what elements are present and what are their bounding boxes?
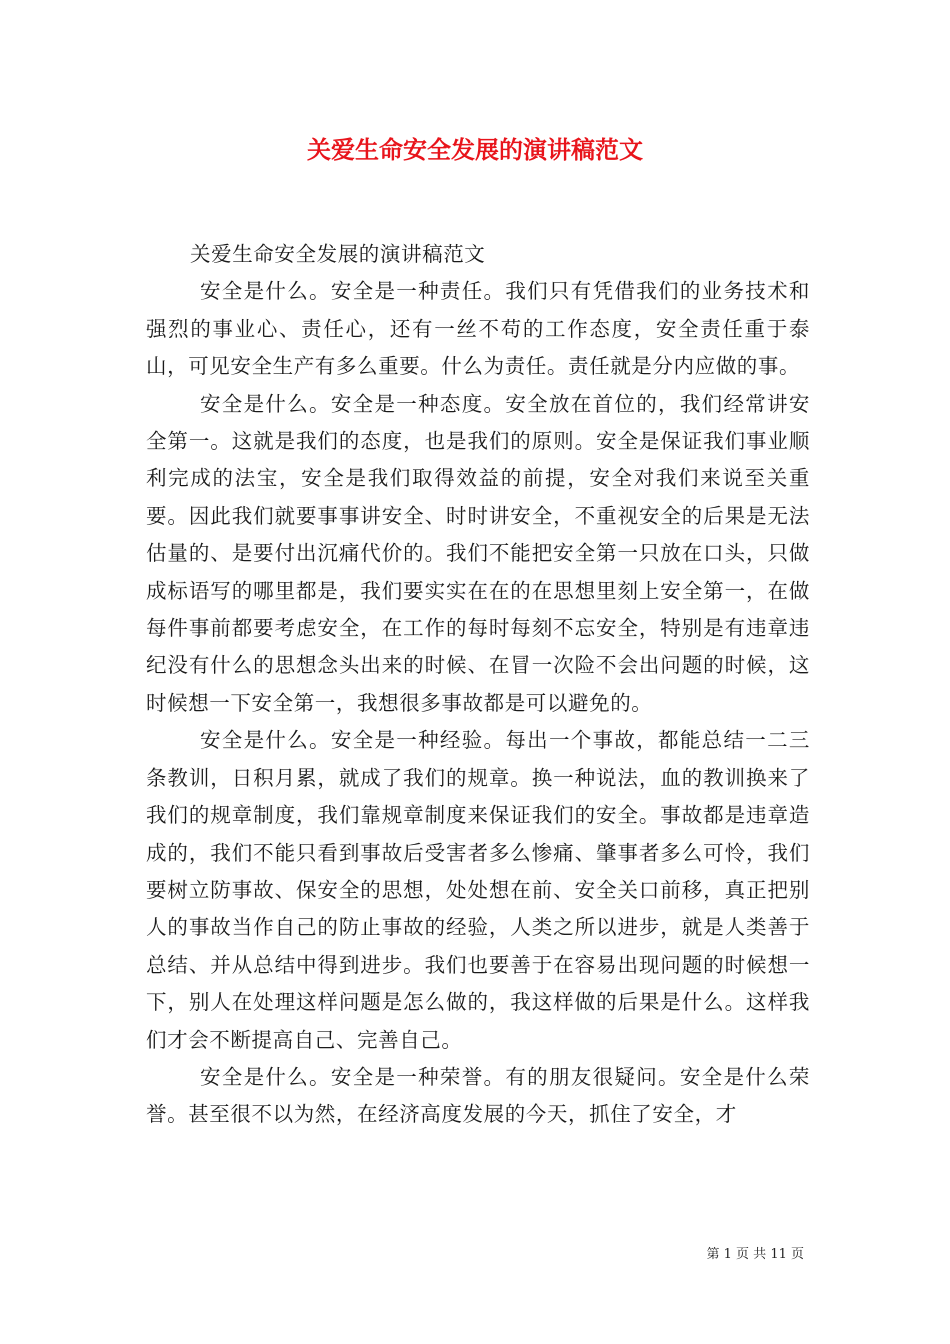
document-subtitle: 关爱生命安全发展的演讲稿范文 bbox=[190, 242, 486, 266]
document-body bbox=[146, 236, 810, 1134]
paragraph-honor: 安全是什么。安全是一种荣誉。有的朋友很疑问。安全是什么荣誉。甚至很不以为然，在经济高度发展的今天，抓住了安全，才 bbox=[146, 1064, 810, 1127]
paragraph-responsibility: 安全是什么。安全是一种责任。我们只有凭借我们的业务技术和强烈的事业心、责任心，还有一丝不苟的工作态度，安全责任重于泰山，可见安全生产有多么重要。什么为责任。责任就是分内应做的事。 bbox=[146, 279, 810, 379]
document-title: 关爱生命安全发展的演讲稿范文 bbox=[307, 135, 643, 164]
page-number: 第 1 页 共 11 页 bbox=[706, 1247, 804, 1262]
paragraph-attitude: 安全是什么。安全是一种态度。安全放在首位的，我们经常讲安全第一。这就是我们的态度，也是我们的原则。安全是保证我们事业顺利完成的法宝，安全是我们取得效益的前提，安全对我们来说至关重要。因此我们就要事事讲安全、时时讲安全，不重视安全的后果是无法估量的、是要付出沉痛代价的。我们不能把安全第一只放在口头，只做成标语写的哪里都是，我们要实实在在的在思想里刻上安全第一，在做每件事前都要考虑安全，在工作的每时每刻不忘安全，特别是有违章违纪没有什么的思想念头出来的时候、在冒一次险不会出问题的时候，这时候想一下安全第一，我想很多事故都是可以避免的。 bbox=[146, 391, 810, 715]
paragraph-experience: 安全是什么。安全是一种经验。每出一个事故，都能总结一二三条教训，日积月累，就成了我们的规章。换一种说法，血的教训换来了我们的规章制度，我们靠规章制度来保证我们的安全。事故都是违章造成的，我们不能只看到事故后受害者多么惨痛、肇事者多么可怜，我们要树立防事故、保安全的思想，处处想在前、安全关口前移，真正把别人的事故当作自己的防止事故的经验，人类之所以进步，就是人类善于总结、并从总结中得到进步。我们也要善于在容易出现问题的时候想一下，别人在处理这样问题是怎么做的，我这样做的后果是什么。这样我们才会不断提高自己、完善自己。 bbox=[146, 728, 810, 1052]
